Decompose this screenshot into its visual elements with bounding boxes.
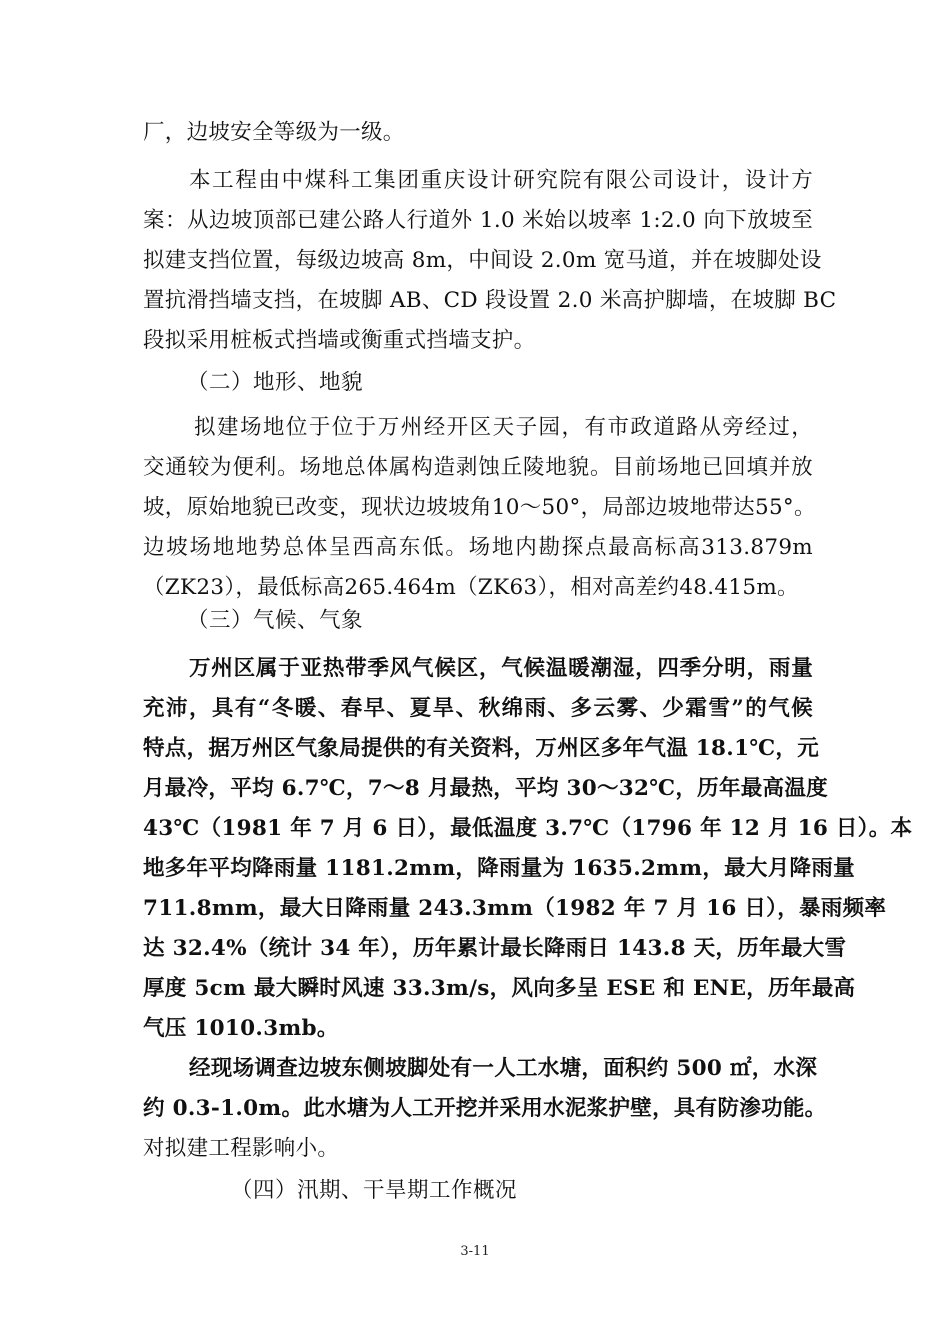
paragraph-line: 43℃（1981 年 7 月 6 日），最低温度 3.7℃（1796 年 12 月 16 日）。本 xyxy=(143,816,913,841)
section-heading: （三）气候、气象 xyxy=(187,608,364,633)
paragraph-line: 月最冷，平均 6.7℃，7～8 月最热，平均 30～32℃，历年最高温度 xyxy=(143,776,828,801)
paragraph-line: 案：从边坡顶部已建公路人行道外 1.0 米始以坡率 1:2.0 向下放坡至 xyxy=(143,208,813,233)
paragraph-line: 经现场调查边坡东侧坡脚处有一人工水塘，面积约 500 ㎡，水深 xyxy=(189,1056,818,1081)
paragraph-line: 段拟采用桩板式挡墙或衡重式挡墙支护。 xyxy=(143,328,536,353)
paragraph-line: 坡，原始地貌已改变，现状边坡坡角10～50°，局部边坡地带达55°。 xyxy=(143,495,816,520)
paragraph-line: 711.8mm，最大日降雨量 243.3mm（1982 年 7 月 16 日），暴雨频率 xyxy=(143,896,887,921)
paragraph-line: 厚度 5cm 最大瞬时风速 33.3m/s，风向多呈 ESE 和 ENE，历年最高 xyxy=(143,976,856,1001)
page-number: 3-11 xyxy=(460,1244,490,1259)
paragraph-line: 对拟建工程影响小。 xyxy=(143,1136,340,1161)
paragraph-line: 充沛，具有“冬暖、春早、夏旱、秋绵雨、多云雾、少霜雪”的气候 xyxy=(143,696,813,721)
paragraph-line: 交通较为便利。场地总体属构造剥蚀丘陵地貌。目前场地已回填并放 xyxy=(143,455,813,480)
paragraph-line: 约 0.3-1.0m。此水塘为人工开挖并采用水泥浆护壁，具有防渗功能。 xyxy=(143,1096,827,1121)
section-heading: （二）地形、地貌 xyxy=(187,370,364,395)
paragraph-line: 本工程由中煤科工集团重庆设计研究院有限公司设计，设计方 xyxy=(189,168,813,193)
section-heading: （四）汛期、干旱期工作概况 xyxy=(231,1178,518,1203)
paragraph-line: 边坡场地地势总体呈西高东低。场地内勘探点最高标高313.879m xyxy=(143,535,813,560)
paragraph-line: 拟建支挡位置，每级边坡高 8m，中间设 2.0m 宽马道，并在坡脚处设 xyxy=(143,248,822,273)
paragraph-line: 地多年平均降雨量 1181.2mm，降雨量为 1635.2mm，最大月降雨量 xyxy=(143,856,855,881)
paragraph-line: 厂，边坡安全等级为一级。 xyxy=(143,120,405,145)
paragraph-line: 置抗滑挡墙支挡，在坡脚 AB、CD 段设置 2.0 米高护脚墙，在坡脚 BC xyxy=(143,288,837,313)
paragraph-line: （ZK23），最低标高265.464m（ZK63），相对高差约48.415m。 xyxy=(143,575,799,600)
paragraph-line: 特点，据万州区气象局提供的有关资料，万州区多年气温 18.1℃，元 xyxy=(143,736,820,761)
paragraph-line: 气压 1010.3mb。 xyxy=(143,1016,339,1041)
paragraph-line: 万州区属于亚热带季风气候区，气候温暖潮湿，四季分明，雨量 xyxy=(189,656,813,681)
paragraph-line: 达 32.4%（统计 34 年），历年累计最长降雨日 143.8 天，历年最大雪 xyxy=(143,936,847,961)
paragraph-line: 拟建场地位于位于万州经开区天子园，有市政道路从旁经过， xyxy=(194,415,813,440)
